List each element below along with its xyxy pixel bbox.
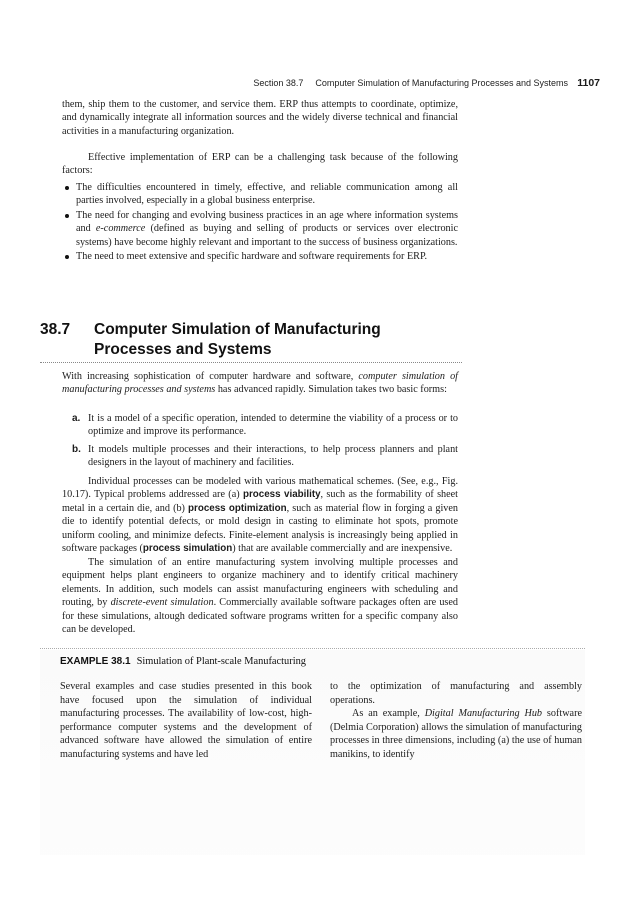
- simulation-intro-paragraph: With increasing sophistication of computer hardware and software, computer simulation of manufacturing processes and systems has advanced rapidly. Simulation takes two basic forms:: [62, 371, 459, 396]
- factors-list: [62, 181, 458, 264]
- section-divider: [40, 362, 462, 363]
- section-number: 38.7: [40, 321, 71, 338]
- simulation-form-item: b. It models multiple processes and their interactions, to help process planners and plant designers in the layout of machinery and facilities.: [72, 443, 458, 469]
- example-right-column: [330, 680, 582, 762]
- section-title-line1: Computer Simulation of Manufacturing: [94, 321, 381, 338]
- factor-bullet: The difficulties encountered in timely, effective, and reliable communication among all parties involved, especially in a global business enterprise.: [62, 181, 458, 208]
- individual-processes-paragraph: Individual processes can be modeled with various mathematical schemes. (See, e.g., Fig. 10.17). Typical problems addressed are (a) process viability, such as the formability of sheet metal in a certain die, and (b) process optimization, such as material flow in forging a given die to identify potential defects, or mold design in casting to eliminate hot spots, promote uniform cooling, and minimize defects. Finite-element analysis is increasingly being applied in software packages (process simulation) that are available commercially and are inexpensive.: [62, 476, 459, 555]
- page-number: 1107: [577, 77, 600, 89]
- running-head-section: Section 38.7: [253, 78, 304, 88]
- intro-factors-paragraph: Effective implementation of ERP can be a challenging task because of the following factors:: [62, 152, 458, 177]
- example-right-para1: to the optimization of manufacturing and assembly operations.: [330, 681, 582, 706]
- example-divider: [40, 648, 585, 649]
- running-head: [0, 78, 568, 88]
- system-simulation-paragraph: The simulation of an entire manufacturing system involving multiple processes and equipment helps plant engineers to organize machinery and to identify critical machinery elements. In addition, such models can assist manufacturing engineers with scheduling and routing, by discrete-event simulation. Commercially available software packages often are used for these simulations, altough dedicated software programs written for a specific company also can be developed.: [62, 557, 459, 636]
- example-right-para2: As an example, Digital Manufacturing Hub software (Delmia Corporation) allows the simulation of manufacturing processes in three dimensions, including (a) the use of human manikins, to identify: [330, 708, 582, 760]
- factor-bullet: The need for changing and evolving business practices in an age where information systems and e-commerce (defined as buying and selling of products or services over electronic systems) have become highly relevant and important to the success of business organizations.: [62, 209, 458, 249]
- factor-bullet: The need to meet extensive and specific hardware and software requirements for ERP.: [62, 250, 458, 263]
- example-heading: [60, 656, 306, 667]
- example-left-column: Several examples and case studies presented in this book have focused upon the simulation of individual manufacturing processes. The availability of low-cost, high-performance computer systems and the development of advanced software have allowed the simulation of entire manufacturing systems and have led: [60, 681, 312, 760]
- section-title-line2: Processes and Systems: [94, 341, 272, 358]
- example-label: EXAMPLE 38.1: [60, 656, 131, 667]
- example-title: Simulation of Plant-scale Manufacturing: [136, 656, 306, 667]
- simulation-form-item: a. It is a model of a specific operation, intended to determine the viability of a process or to optimize and improve its performance.: [72, 413, 458, 438]
- running-head-title: Computer Simulation of Manufacturing Processes and Systems: [315, 78, 568, 88]
- simulation-forms-list: [62, 412, 458, 474]
- intro-paragraph: them, ship them to the customer, and service them. ERP thus attempts to coordinate, optimize, and dynamically integrate all information sources and the widely diverse technical and financial activities in a manufacturing organization.: [62, 99, 458, 137]
- section-heading: [40, 320, 500, 360]
